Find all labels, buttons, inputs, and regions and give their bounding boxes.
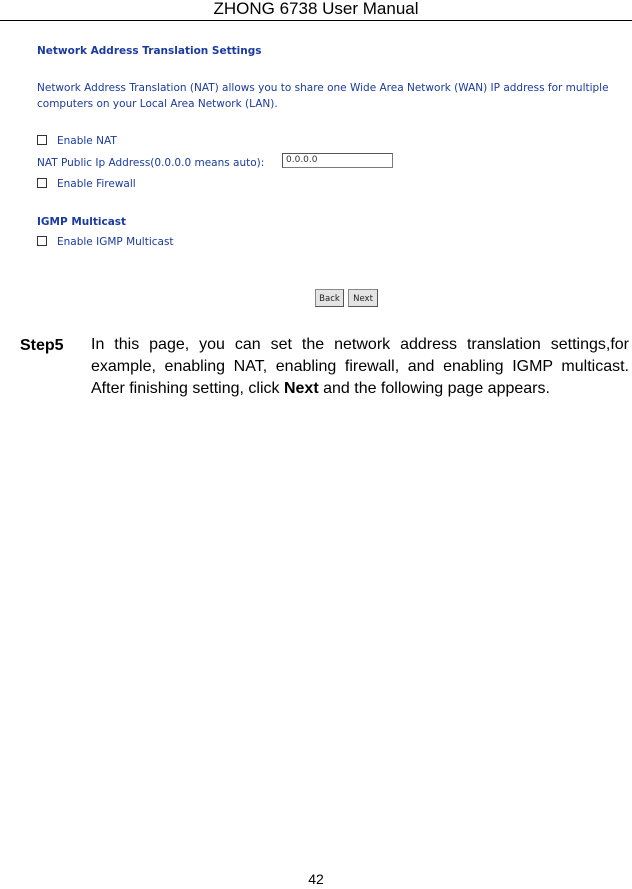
nat-ip-input[interactable]: 0.0.0.0 [282,153,393,168]
enable-igmp-row[interactable] [37,236,174,249]
enable-igmp-label: Enable IGMP Multicast [57,236,174,248]
enable-firewall-row[interactable] [37,178,136,191]
enable-firewall-label: Enable Firewall [57,178,136,190]
manual-title: ZHONG 6738 User Manual [213,0,419,18]
step-text-bold: Next [283,380,319,397]
back-button[interactable]: Back [315,289,344,307]
enable-nat-label: Enable NAT [57,135,117,147]
nat-section-title: Network Address Translation Settings [37,45,262,57]
nat-ip-label: NAT Public Ip Address(0.0.0.0 means auto): [37,157,265,169]
next-button[interactable]: Next [348,289,378,307]
step-text-before: In this page, you can set the network address translation settings,for example, enabling NAT, enabling firewall, and enabling IGMP multicast. After finishing setting, click [91,336,629,397]
page-number: 42 [308,871,324,887]
step-text [91,334,629,400]
enable-nat-row[interactable] [37,135,117,148]
step-label: Step5 [20,337,64,354]
nat-description: Network Address Translation (NAT) allows you to share one Wide Area Network (WAN) IP address for multiple computers on your Local Area Network (LAN). [37,82,609,110]
enable-igmp-checkbox[interactable] [37,236,47,246]
step-text-after: and the following page appears. [318,380,550,397]
router-config-screenshot [0,0,632,320]
enable-firewall-checkbox[interactable] [37,178,47,188]
igmp-section-title: IGMP Multicast [37,216,127,228]
enable-nat-checkbox[interactable] [37,135,47,145]
